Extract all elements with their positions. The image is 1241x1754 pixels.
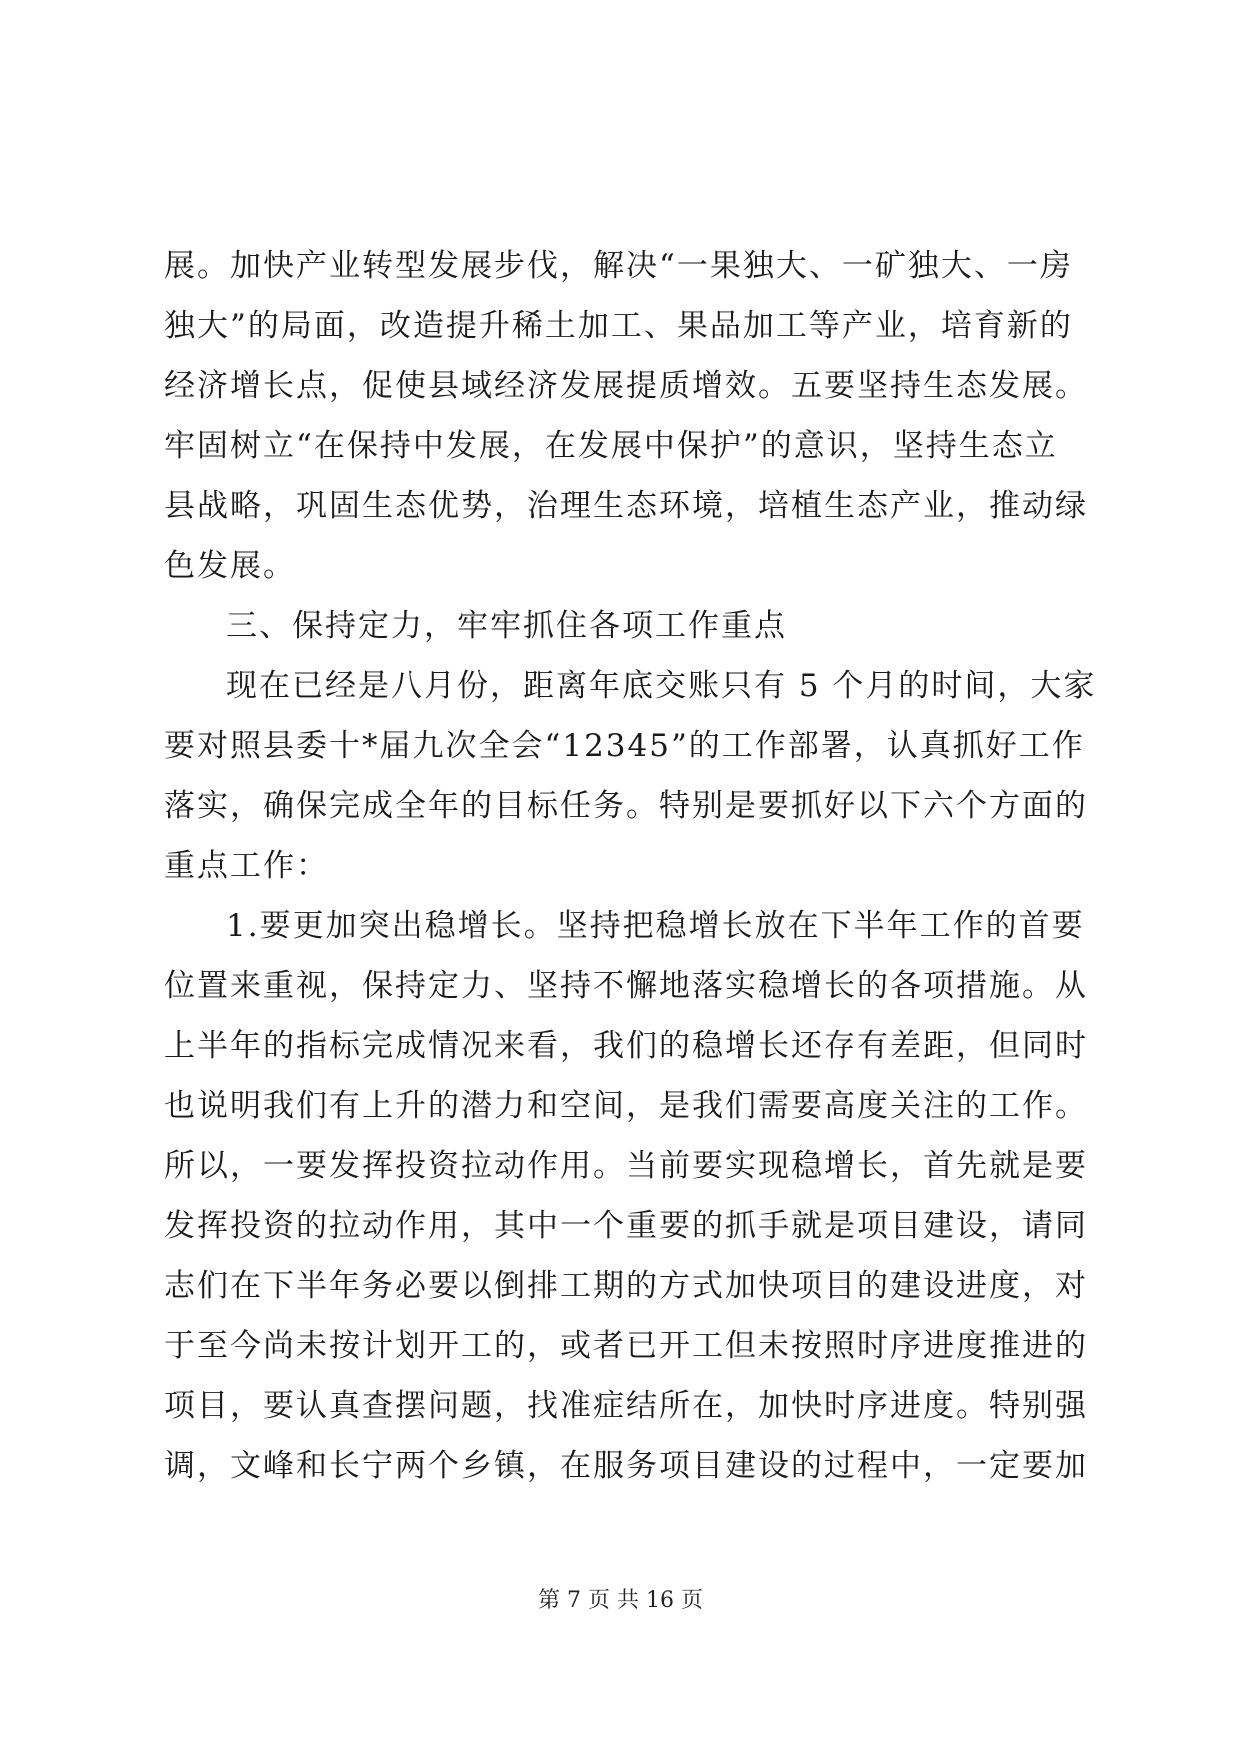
- text-line: 于至今尚未按计划开工的，或者已开工但未按照时序进度推进的: [164, 1328, 1088, 1364]
- page-footer: 第 7 页 共 16 页: [538, 1588, 703, 1613]
- text-line: 县战略，巩固生态优势，治理生态环境，培植生态产业，推动绿: [164, 488, 1088, 524]
- text-line: 发挥投资的拉动作用，其中一个重要的抓手就是项目建设，请同: [164, 1208, 1088, 1244]
- text-line: 色发展。: [164, 548, 296, 584]
- text-line: 展。加快产业转型发展步伐，解决“一果独大、一矿独大、一房: [164, 248, 1073, 284]
- text-line: 现在已经是八月份，距离年底交账只有 5 个月的时间，大家: [226, 668, 1097, 704]
- body-text: [164, 236, 1097, 1496]
- text-line: 调，文峰和长宁两个乡镇，在服务项目建设的过程中，一定要加: [164, 1448, 1088, 1484]
- text-line: 也说明我们有上升的潜力和空间，是我们需要高度关注的工作。: [164, 1088, 1088, 1124]
- text-line: 项目，要认真查摆问题，找准症结所在，加快时序进度。特别强: [164, 1388, 1088, 1424]
- text-line: 经济增长点，促使县域经济发展提质增效。五要坚持生态发展。: [164, 368, 1088, 404]
- text-line: 独大”的局面，改造提升稀土加工、果品加工等产业，培育新的: [164, 308, 1073, 344]
- text-line: 上半年的指标完成情况来看，我们的稳增长还存有差距，但同时: [164, 1028, 1088, 1064]
- text-line: 落实，确保完成全年的目标任务。特别是要抓好以下六个方面的: [164, 788, 1088, 824]
- text-line: 牢固树立“在保持中发展，在发展中保护”的意识，坚持生态立: [164, 428, 1058, 464]
- text-line: 所以，一要发挥投资拉动作用。当前要实现稳增长，首先就是要: [164, 1148, 1088, 1184]
- text-line: 志们在下半年务必要以倒排工期的方式加快项目的建设进度，对: [164, 1268, 1088, 1304]
- text-line: 要对照县委十*届九次全会“12345”的工作部署，认真抓好工作: [164, 728, 1085, 764]
- text-line: 重点工作：: [164, 848, 329, 884]
- text-line: 三、保持定力，牢牢抓住各项工作重点: [226, 608, 787, 644]
- text-line: 位置来重视，保持定力、坚持不懈地落实稳增长的各项措施。从: [164, 968, 1088, 1004]
- text-line: 1.要更加突出稳增长。坚持把稳增长放在下半年工作的首要: [226, 908, 1085, 944]
